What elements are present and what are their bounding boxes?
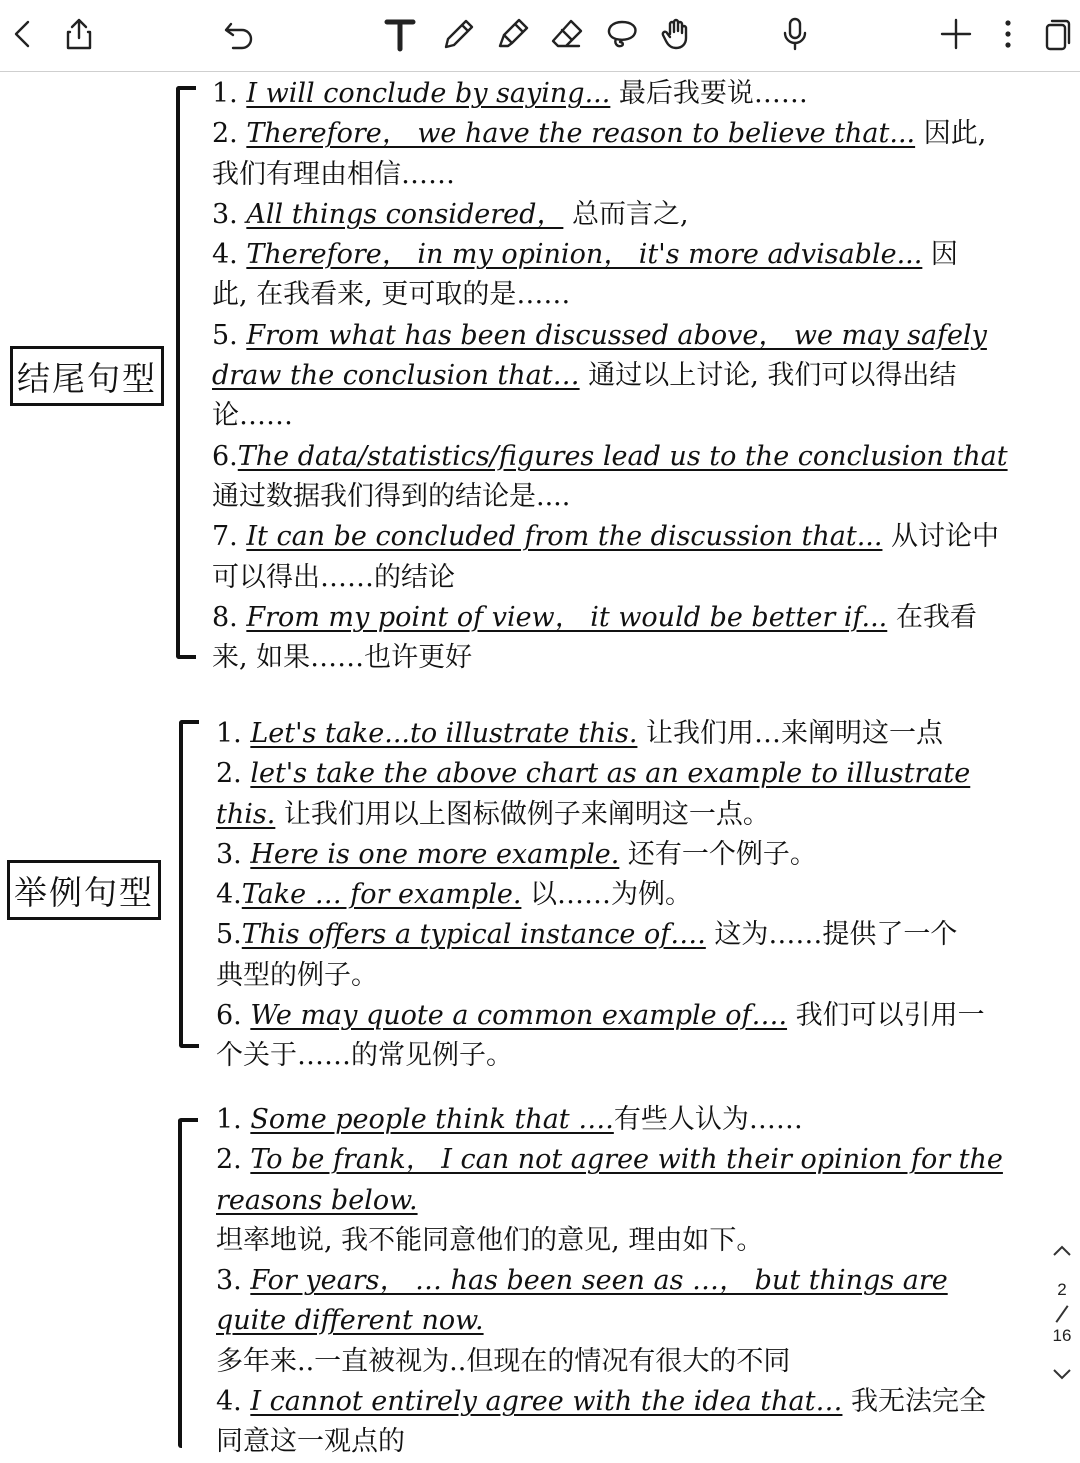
chinese-translation: 还有一个例子。 xyxy=(619,838,817,870)
add-button[interactable] xyxy=(934,14,978,58)
english-phrase: From what has been discussed above， we may safely xyxy=(246,319,987,351)
sentence-list-conclusion xyxy=(212,74,1008,678)
sentence-line xyxy=(216,1036,985,1076)
sentence-line xyxy=(212,598,1008,638)
item-number: 7. xyxy=(212,521,247,553)
item-number: 2. xyxy=(216,758,251,790)
lasso-tool-button[interactable] xyxy=(600,14,644,58)
bracket xyxy=(178,1118,198,1448)
sentence-line xyxy=(212,235,1008,275)
sentence-line xyxy=(216,1422,1003,1462)
sentence-line xyxy=(216,915,985,955)
english-phrase: To be frank， I can not agree with their opinion for the xyxy=(250,1144,1003,1176)
next-page-button[interactable] xyxy=(1051,1363,1073,1385)
item-number: 4. xyxy=(216,1386,251,1418)
highlighter-tool-button[interactable] xyxy=(491,14,535,58)
sentence-line xyxy=(212,517,1008,557)
item-number: 1. xyxy=(212,78,247,109)
item-number: 3. xyxy=(216,838,251,870)
chinese-translation: 我们可以引用一 xyxy=(787,1000,985,1032)
item-number: 4. xyxy=(212,239,247,271)
chinese-translation: 总而言之, xyxy=(563,198,689,230)
sentence-line xyxy=(212,356,1008,396)
prev-page-button[interactable] xyxy=(1051,1240,1073,1262)
item-number: 2. xyxy=(216,1144,251,1176)
sentence-line xyxy=(216,835,985,875)
item-number: 4. xyxy=(216,879,242,911)
more-icon xyxy=(990,16,1026,56)
sentence-line xyxy=(216,996,985,1036)
item-number: 5. xyxy=(212,319,247,351)
chinese-translation: 个关于……的常见例子。 xyxy=(216,1040,513,1072)
english-phrase: All things considered， xyxy=(246,198,564,230)
highlighter-icon xyxy=(495,16,531,56)
sentence-line xyxy=(216,1261,1003,1301)
chevron-down-icon xyxy=(1051,1370,1073,1389)
chevron-up-icon xyxy=(1051,1247,1073,1266)
item-number: 1. xyxy=(216,718,251,749)
english-phrase: Therefore， we have the reason to believe that... xyxy=(246,118,916,150)
sentence-line xyxy=(216,1100,1003,1140)
sentence-list-example xyxy=(216,714,985,1077)
english-phrase: Take … for example. xyxy=(241,879,522,911)
sentence-line xyxy=(212,155,1008,195)
english-phrase: Let's take...to illustrate this. xyxy=(250,718,638,749)
toolbar xyxy=(0,0,1080,72)
sentence-line xyxy=(216,875,985,915)
english-phrase: Therefore， in my opinion， it's more advisable... xyxy=(246,239,923,271)
chinese-translation: 坦率地说, 我不能同意他们的意见, 理由如下。 xyxy=(216,1224,764,1256)
english-phrase: I cannot entirely agree with the idea that… xyxy=(250,1386,843,1418)
english-phrase: Here is one more example. xyxy=(250,838,620,870)
sentence-list-opinion xyxy=(216,1100,1003,1463)
sentence-line xyxy=(212,558,1008,598)
chinese-translation: 来, 如果……也许更好 xyxy=(212,642,473,674)
english-phrase: quite different now. xyxy=(216,1305,484,1337)
chinese-translation: 同意这一观点的 xyxy=(216,1426,405,1458)
section-label-text: 举例句型 xyxy=(14,872,154,912)
sentence-line xyxy=(216,1140,1003,1180)
chinese-translation: 因 xyxy=(922,239,958,271)
bracket xyxy=(179,720,199,1048)
english-phrase: draw the conclusion that… xyxy=(212,360,580,392)
chinese-translation: 在我看 xyxy=(887,601,977,633)
sentence-line xyxy=(212,316,1008,356)
sentence-line xyxy=(212,477,1008,517)
sentence-line xyxy=(212,638,1008,678)
back-icon xyxy=(4,16,40,56)
share-icon xyxy=(61,16,97,56)
sentence-line xyxy=(216,754,985,794)
chinese-translation: 此, 在我看来, 更可取的是…… xyxy=(212,279,571,311)
chinese-translation: 可以得出……的结论 xyxy=(212,561,455,593)
item-number: 6. xyxy=(216,1000,251,1032)
chinese-translation: 最后我要说…… xyxy=(610,78,808,109)
chinese-translation: 以……为例。 xyxy=(521,879,692,911)
section-label-example xyxy=(7,860,161,920)
microphone-icon xyxy=(777,16,813,56)
sentence-line xyxy=(216,956,985,996)
undo-icon xyxy=(221,16,257,56)
chinese-translation: 多年来..一直被视为..但现在的情况有很大的不同 xyxy=(216,1345,791,1377)
microphone-button[interactable] xyxy=(773,14,817,58)
item-number: 5. xyxy=(216,919,242,951)
english-phrase: this. xyxy=(216,798,276,830)
note-page[interactable] xyxy=(0,73,1080,1458)
add-icon xyxy=(938,16,974,56)
chinese-translation: 论…… xyxy=(212,400,293,432)
chinese-translation: 因此, xyxy=(915,118,987,150)
chinese-translation: 有些人认为…… xyxy=(613,1104,803,1135)
pages-icon xyxy=(1040,16,1076,56)
pen-icon xyxy=(441,16,477,56)
page-indicator xyxy=(1044,1236,1080,1386)
english-phrase: This offers a typical instance of…. xyxy=(241,919,706,951)
bracket xyxy=(176,86,196,659)
eraser-icon xyxy=(549,16,585,56)
item-number: 3. xyxy=(216,1265,251,1297)
item-number: 1. xyxy=(216,1104,251,1135)
sentence-line xyxy=(212,74,1008,114)
total-pages: 16 xyxy=(1052,1326,1072,1345)
lasso-icon xyxy=(604,16,640,56)
sentence-line xyxy=(216,1342,1003,1382)
more-button[interactable] xyxy=(986,14,1030,58)
sentence-line xyxy=(216,1301,1003,1341)
chinese-translation: 通过数据我们得到的结论是.... xyxy=(212,480,571,512)
sentence-line xyxy=(216,1181,1003,1221)
back-button[interactable] xyxy=(0,14,44,58)
hand-gesture-icon xyxy=(658,16,694,56)
english-phrase: Some people think that …. xyxy=(250,1104,614,1135)
chinese-translation: 让我们用…来阐明这一点 xyxy=(637,718,944,749)
eraser-tool-button[interactable] xyxy=(545,14,589,58)
current-page: 2 xyxy=(1057,1280,1067,1299)
sentence-line xyxy=(216,795,985,835)
undo-button[interactable] xyxy=(217,14,261,58)
english-phrase: For years， … has been seen as …， but things are xyxy=(250,1265,948,1297)
text-tool-icon xyxy=(382,16,418,56)
section-label-conclusion xyxy=(10,346,164,406)
english-phrase: The data/statistics/figures lead us to the conclusion that xyxy=(237,440,1008,472)
sentence-line xyxy=(212,396,1008,436)
english-phrase: reasons below. xyxy=(216,1184,418,1216)
chinese-translation: 通过以上讨论, 我们可以得出结 xyxy=(579,360,957,392)
chinese-translation: 让我们用以上图标做例子来阐明这一点。 xyxy=(275,798,770,830)
item-number: 6. xyxy=(212,440,238,472)
english-phrase: It can be concluded from the discussion that... xyxy=(246,521,883,553)
chinese-translation: 从讨论中 xyxy=(882,521,1000,553)
english-phrase: I will conclude by saying... xyxy=(246,78,611,109)
chinese-translation: 我们有理由相信…… xyxy=(212,158,455,190)
item-number: 2. xyxy=(212,118,247,150)
english-phrase: let's take the above chart as an example to illustrate xyxy=(250,758,971,790)
chinese-translation: 这为……提供了一个 xyxy=(705,919,958,951)
item-number: 8. xyxy=(212,601,247,633)
chinese-translation: 我无法完全 xyxy=(842,1386,987,1418)
sentence-line xyxy=(212,195,1008,235)
pen-tool-button[interactable] xyxy=(437,14,481,58)
page-separator xyxy=(1055,1305,1068,1323)
section-label-text: 结尾句型 xyxy=(17,358,157,398)
item-number: 3. xyxy=(212,198,247,230)
english-phrase: We may quote a common example of…. xyxy=(250,1000,788,1032)
sentence-line xyxy=(212,114,1008,154)
chinese-translation: 典型的例子。 xyxy=(216,959,378,991)
sentence-line xyxy=(216,714,985,754)
pages-button[interactable] xyxy=(1036,14,1080,58)
sentence-line xyxy=(212,437,1008,477)
text-tool-button[interactable] xyxy=(378,14,422,58)
sentence-line xyxy=(216,1382,1003,1422)
share-button[interactable] xyxy=(57,14,101,58)
sentence-line xyxy=(216,1221,1003,1261)
sentence-line xyxy=(212,275,1008,315)
hand-gesture-button[interactable] xyxy=(654,14,698,58)
english-phrase: From my point of view， it would be better if... xyxy=(246,601,888,633)
